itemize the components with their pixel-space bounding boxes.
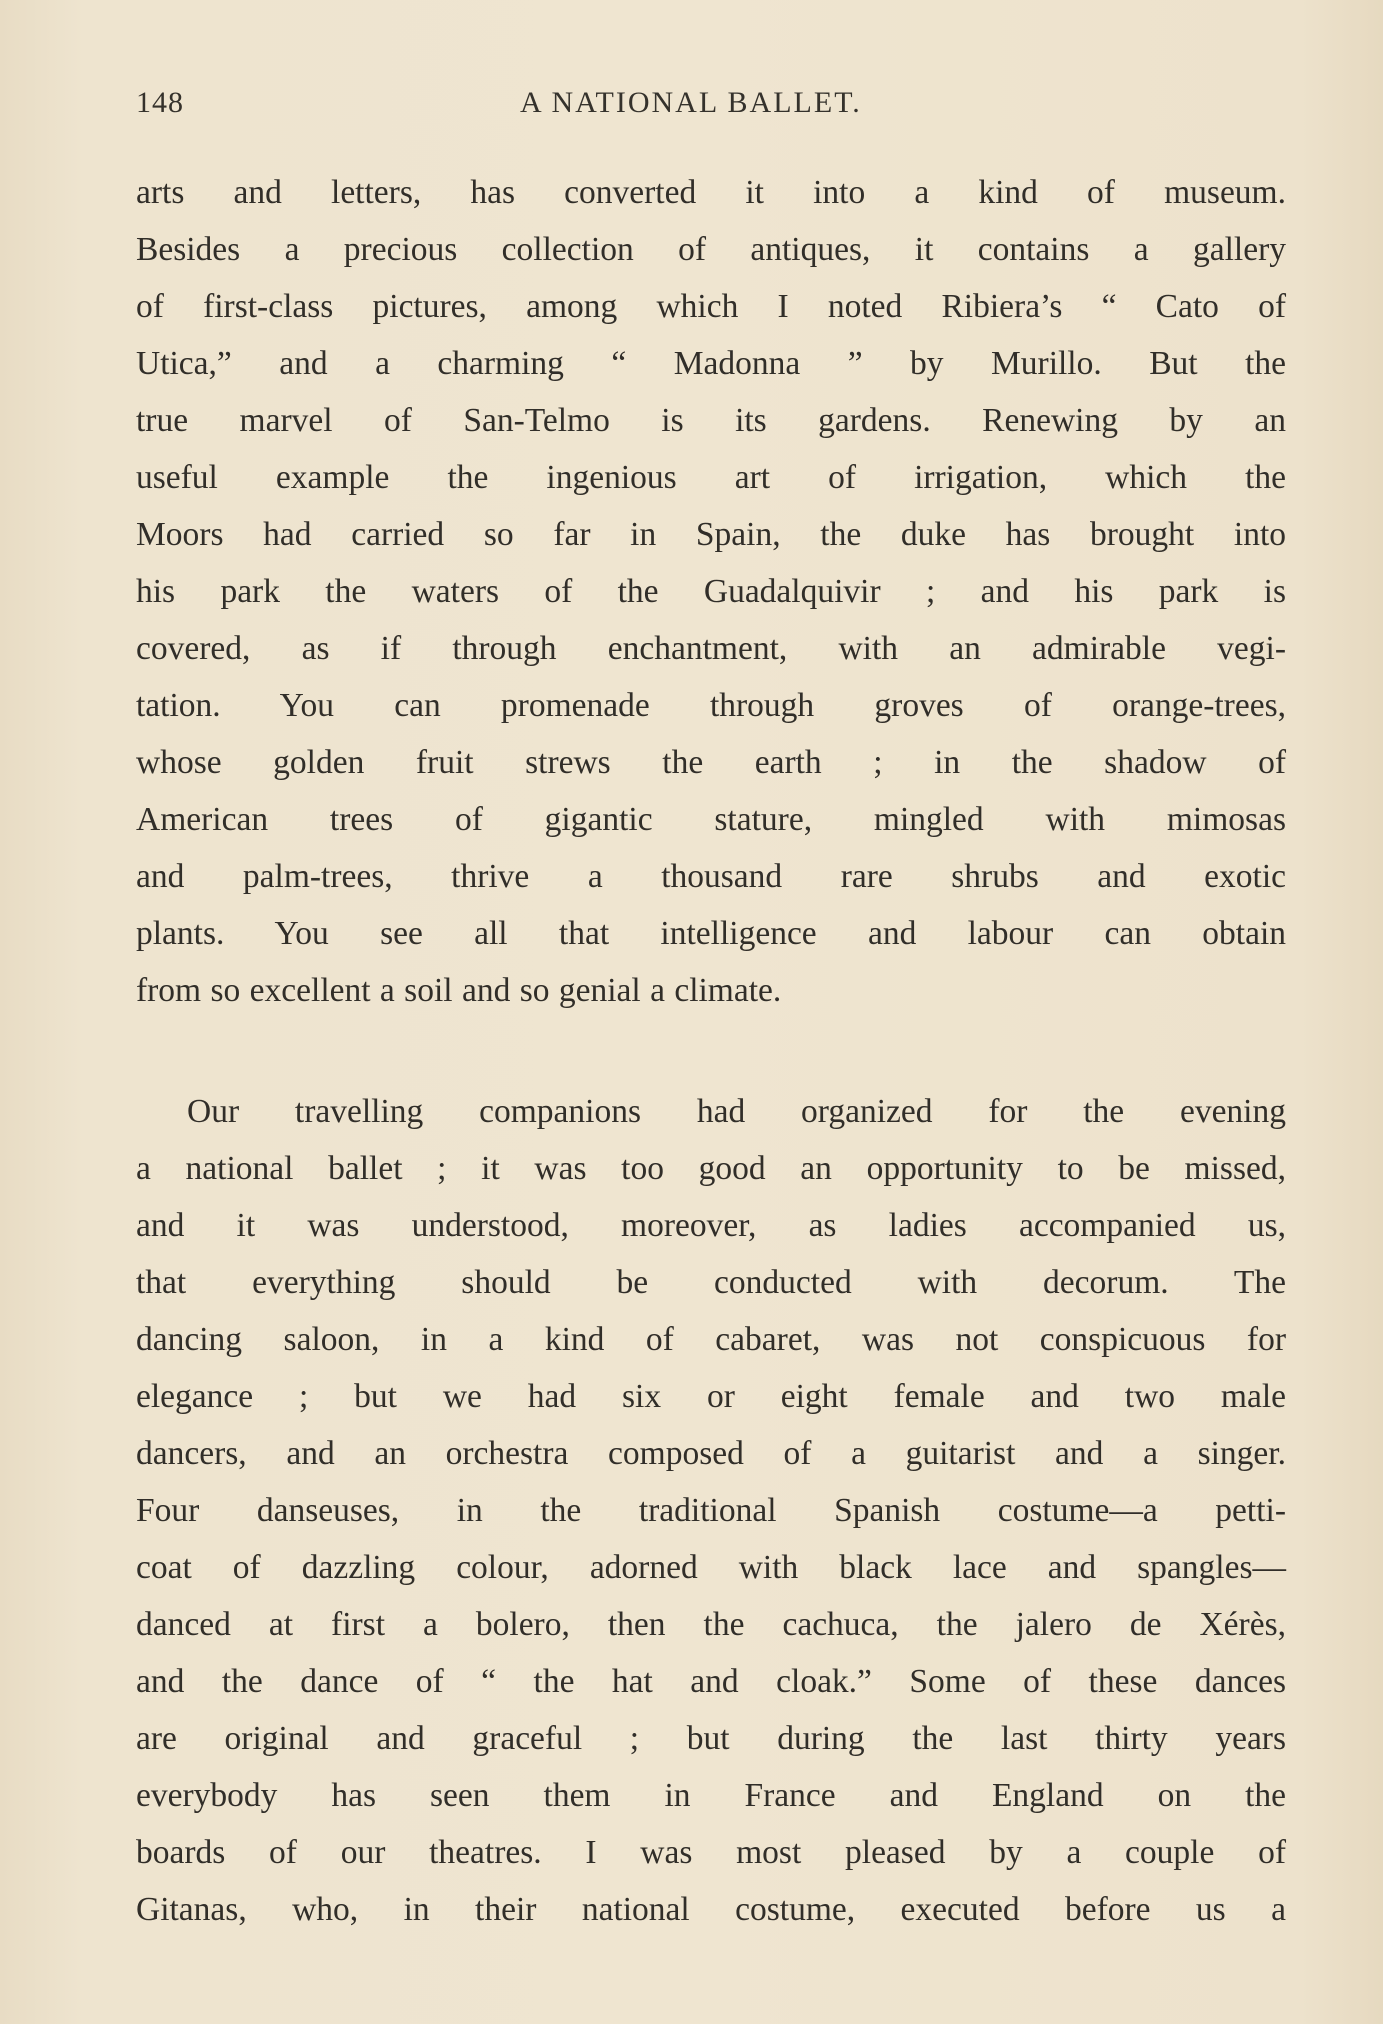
text-line: arts and letters, has converted it into a kind of museum.: [136, 174, 1286, 211]
text-line: Moors had carried so far in Spain, the duke has brought into: [136, 516, 1286, 553]
text-line: boards of our theatres. I was most pleased by a couple of: [136, 1834, 1286, 1871]
paragraph-2: [136, 1083, 1286, 1938]
text-line: whose golden fruit strews the earth ; in the shadow of: [136, 744, 1286, 781]
text-line: elegance ; but we had six or eight female and two male: [136, 1378, 1286, 1415]
text-line: useful example the ingenious art of irrigation, which the: [136, 459, 1286, 496]
text-line: Utica,” and a charming “ Madonna ” by Murillo. But the: [136, 345, 1286, 382]
text-line: plants. You see all that intelligence and labour can obtain: [136, 915, 1286, 952]
text-line: dancers, and an orchestra composed of a guitarist and a singer.: [136, 1435, 1286, 1472]
paragraph-1: [136, 164, 1286, 1019]
text-line: tation. You can promenade through groves of orange-trees,: [136, 687, 1286, 724]
text-line: and the dance of “ the hat and cloak.” Some of these dances: [136, 1663, 1286, 1700]
text-line: and it was understood, moreover, as ladies accompanied us,: [136, 1207, 1286, 1244]
text-line: a national ballet ; it was too good an opportunity to be missed,: [136, 1150, 1286, 1187]
text-line: Gitanas, who, in their national costume, executed before us a: [136, 1891, 1286, 1928]
text-line: coat of dazzling colour, adorned with black lace and spangles—: [136, 1549, 1286, 1586]
running-title: A NATIONAL BALLET.: [520, 86, 862, 119]
text-line: from so excellent a soil and so genial a climate.: [136, 972, 782, 1009]
running-head: [136, 86, 1286, 126]
text-line: Besides a precious collection of antiques, it contains a gallery: [136, 231, 1286, 268]
page-number: 148: [136, 86, 184, 119]
text-line: Four danseuses, in the traditional Spanish costume—a petti-: [136, 1492, 1286, 1529]
text-line: are original and graceful ; but during the last thirty years: [136, 1720, 1286, 1757]
text-line: dancing saloon, in a kind of cabaret, was not conspicuous for: [136, 1321, 1286, 1358]
text-line: American trees of gigantic stature, mingled with mimosas: [136, 801, 1286, 838]
text-line: everybody has seen them in France and England on the: [136, 1777, 1286, 1814]
text-line: true marvel of San-Telmo is its gardens. Renewing by an: [136, 402, 1286, 439]
text-line: that everything should be conducted with decorum. The: [136, 1264, 1286, 1301]
text-line: his park the waters of the Guadalquivir ; and his park is: [136, 573, 1286, 610]
text-line: covered, as if through enchantment, with an admirable vegi-: [136, 630, 1286, 667]
text-line: and palm-trees, thrive a thousand rare shrubs and exotic: [136, 858, 1286, 895]
text-line: danced at first a bolero, then the cachuca, the jalero de Xérès,: [136, 1606, 1286, 1643]
text-line: of first-class pictures, among which I noted Ribiera’s “ Cato of: [136, 288, 1286, 325]
text-line: Our travelling companions had organized for the evening: [187, 1093, 1286, 1130]
